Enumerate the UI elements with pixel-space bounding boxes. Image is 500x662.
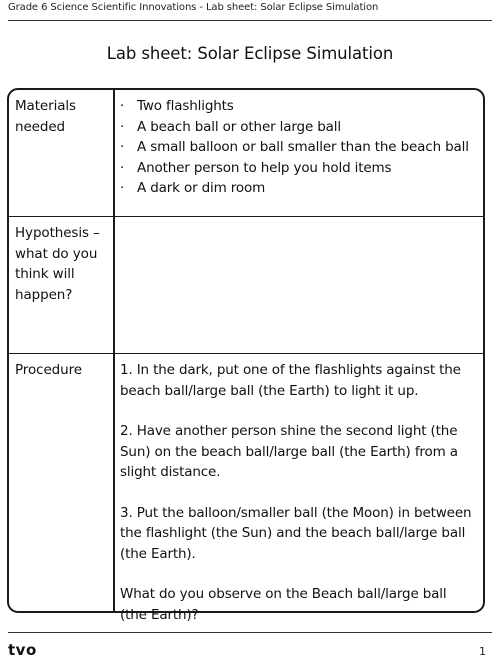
materials-item-text: A small balloon or ball smaller than the beach ball [137, 139, 469, 155]
page-number: 1 [479, 645, 486, 658]
procedure-step: 1. In the dark, put one of the flashlights against the beach ball/large ball (the Earth) to light it up. [120, 362, 461, 399]
materials-item [120, 158, 475, 179]
materials-list [120, 96, 475, 199]
materials-item-text: A beach ball or other large ball [137, 118, 341, 135]
materials-item-text: Two flashlights [137, 98, 234, 114]
materials-row [9, 90, 483, 217]
materials-label: Materials needed [15, 98, 76, 135]
procedure-question: What do you observe on the Beach ball/large ball (the Earth)? [120, 586, 447, 623]
procedure-label: Procedure [15, 362, 82, 378]
procedure-content [120, 360, 475, 625]
footer-divider [8, 632, 492, 633]
page-title: Lab sheet: Solar Eclipse Simulation [106, 44, 394, 63]
materials-item [120, 137, 475, 158]
tvo-logo: tvo [8, 641, 37, 659]
hypothesis-row [9, 217, 483, 354]
bullet-icon: · [120, 98, 125, 114]
bullet-icon: · [120, 159, 125, 176]
bullet-icon: · [120, 118, 125, 135]
bullet-icon: · [120, 139, 125, 155]
procedure-row [9, 354, 483, 623]
materials-item-text: A dark or dim room [137, 180, 266, 196]
procedure-step: 2. Have another person shine the second light (the Sun) on the beach ball/large ball (the Earth) from a slight distance. [120, 423, 458, 480]
running-header: Grade 6 Science Scientific Innovations - Lab sheet: Solar Eclipse Simulation [8, 2, 379, 13]
materials-item-text: Another person to help you hold items [137, 159, 392, 176]
header-divider [8, 20, 492, 21]
materials-item [120, 178, 475, 199]
hypothesis-label: Hypothesis – what do you think will happen? [15, 225, 100, 303]
column-divider [113, 90, 115, 611]
procedure-step: 3. Put the balloon/smaller ball (the Moon) in between the flashlight (the Sun) and the beach ball/large ball (the Earth). [120, 504, 472, 562]
materials-item [120, 117, 475, 138]
materials-content [120, 96, 475, 199]
lab-sheet-table [7, 88, 485, 623]
materials-item [120, 96, 475, 117]
bullet-icon: · [120, 180, 125, 196]
